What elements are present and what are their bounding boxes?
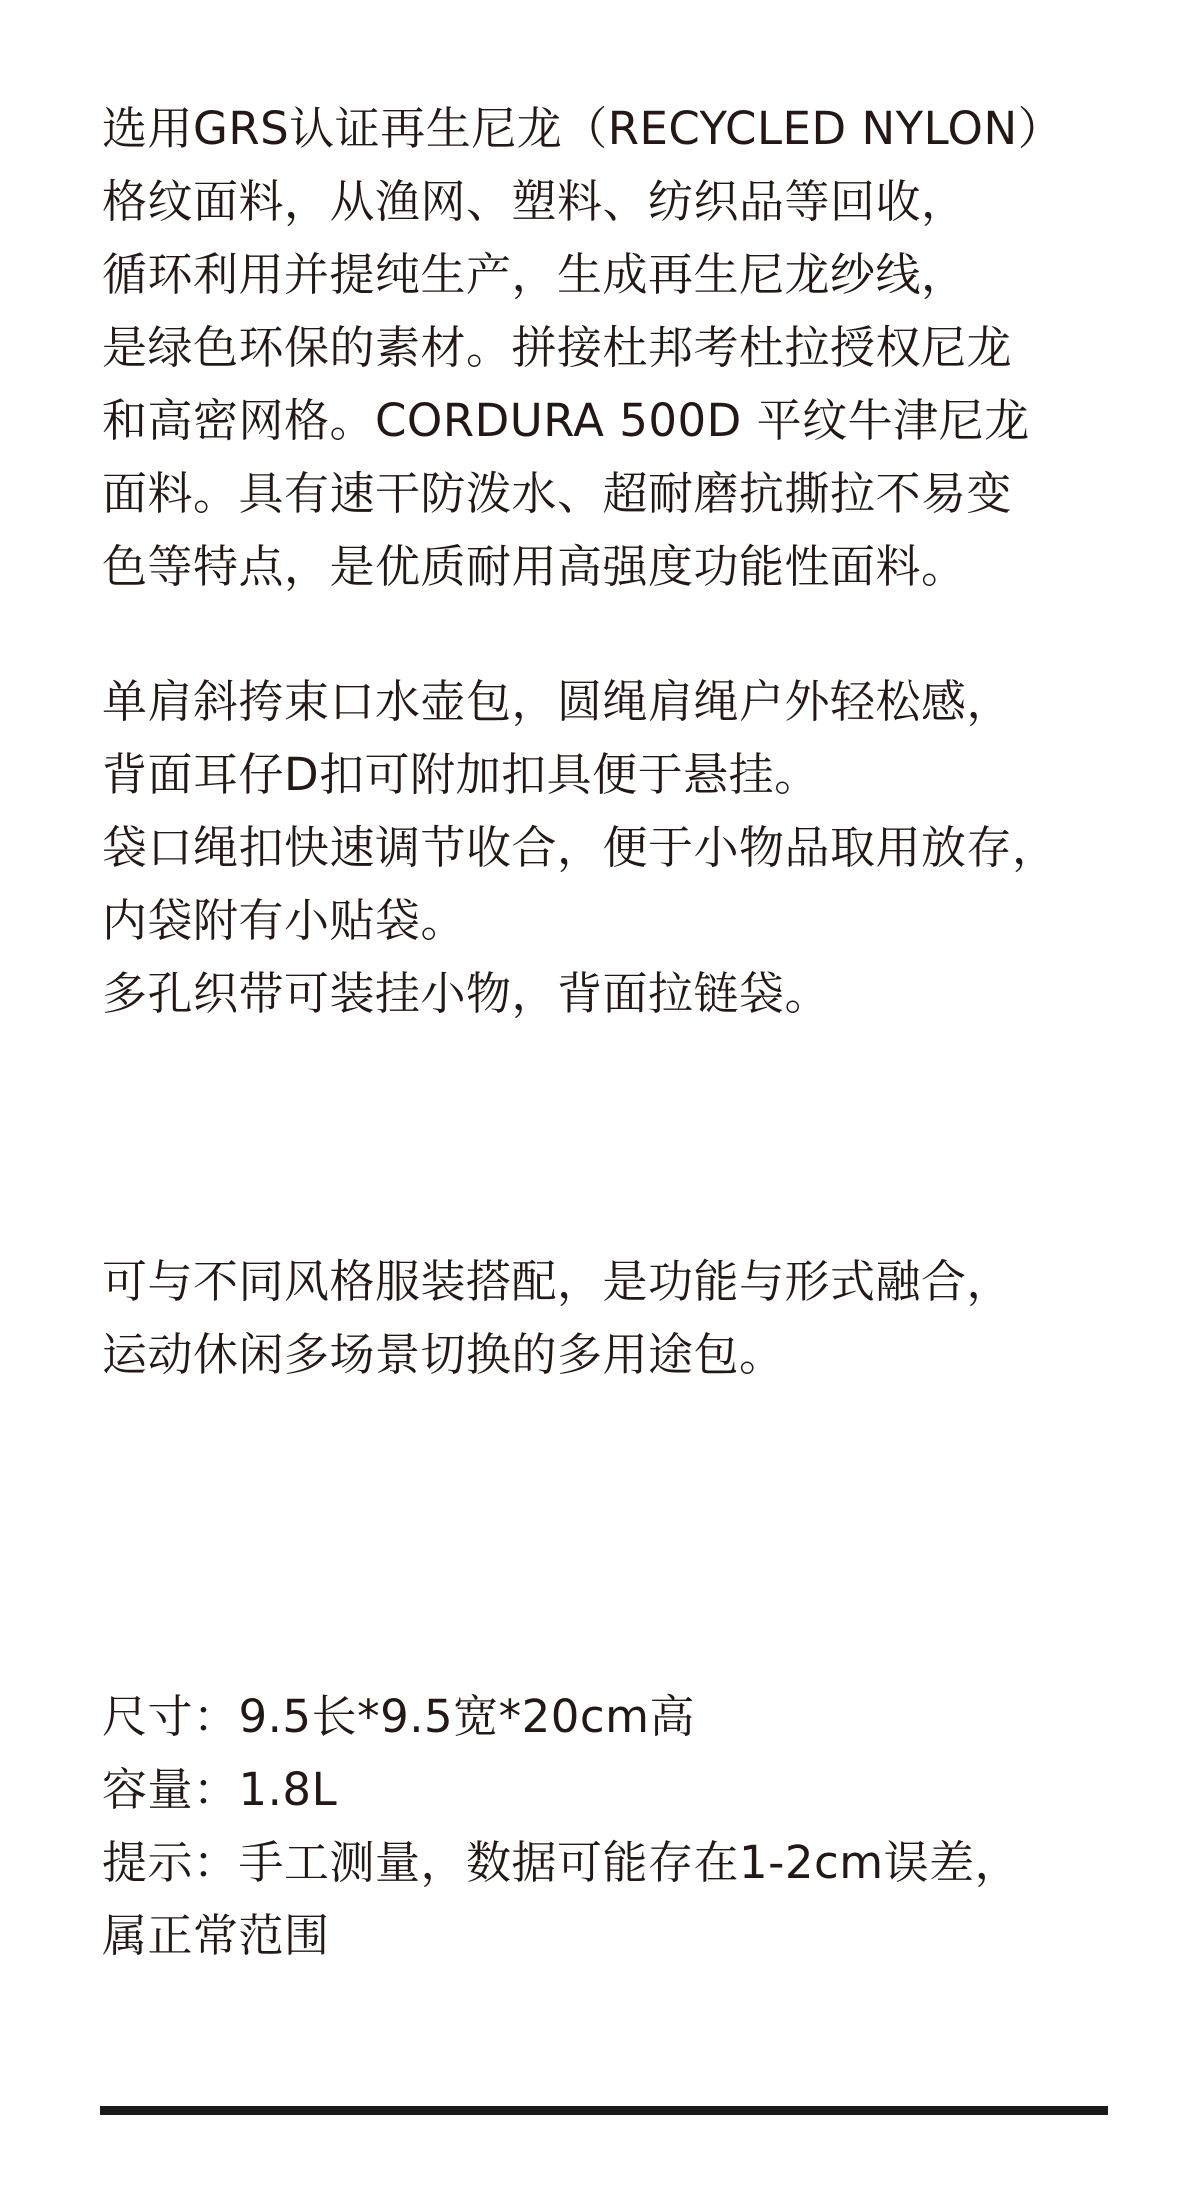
- spec-capacity: 容量：1.8L: [102, 1763, 338, 1816]
- text-line: 多孔织带可装挂小物，背面拉链袋。: [102, 967, 831, 1020]
- text-line: 单肩斜挎束口水壶包，圆绳肩绳户外轻松感，: [102, 675, 1013, 728]
- material-description: [102, 92, 1182, 603]
- text-line: 是绿色环保的素材。拼接杜邦考杜拉授权尼龙: [102, 321, 1013, 374]
- text-line: 格纹面料，从渔网、塑料、纺织品等回收，: [102, 175, 967, 228]
- text-line: 色等特点，是优质耐用高强度功能性面料。: [102, 540, 967, 593]
- spec-size: 尺寸：9.5长*9.5宽*20cm高: [102, 1690, 695, 1743]
- bottom-divider: [100, 2106, 1108, 2115]
- text-line: 选用GRS认证再生尼龙（RECYCLED NYLON）: [102, 102, 1064, 155]
- text-line: 和高密网格。CORDURA 500D 平纹牛津尼龙: [102, 394, 1030, 447]
- text-line: 运动休闲多场景切换的多用途包。: [102, 1328, 785, 1381]
- text-line: 面料。具有速干防泼水、超耐磨抗撕拉不易变: [102, 467, 1013, 520]
- text-line: 袋口绳扣快速调节收合，便于小物品取用放存，: [102, 821, 1058, 874]
- style-description: [102, 1245, 1182, 1391]
- text-line: 可与不同风格服装搭配，是功能与形式融合，: [102, 1255, 1013, 1308]
- text-line: 背面耳仔D扣可附加扣具便于悬挂。: [102, 748, 820, 801]
- text-line: 内袋附有小贴袋。: [102, 894, 467, 947]
- spec-list: [102, 1680, 1182, 1972]
- spec-note: 提示：手工测量，数据可能存在1-2cm误差，: [102, 1836, 1021, 1889]
- spec-note-continued: 属正常范围: [102, 1909, 330, 1962]
- text-line: 循环利用并提纯生产，生成再生尼龙纱线，: [102, 248, 967, 301]
- feature-description: [102, 665, 1182, 1030]
